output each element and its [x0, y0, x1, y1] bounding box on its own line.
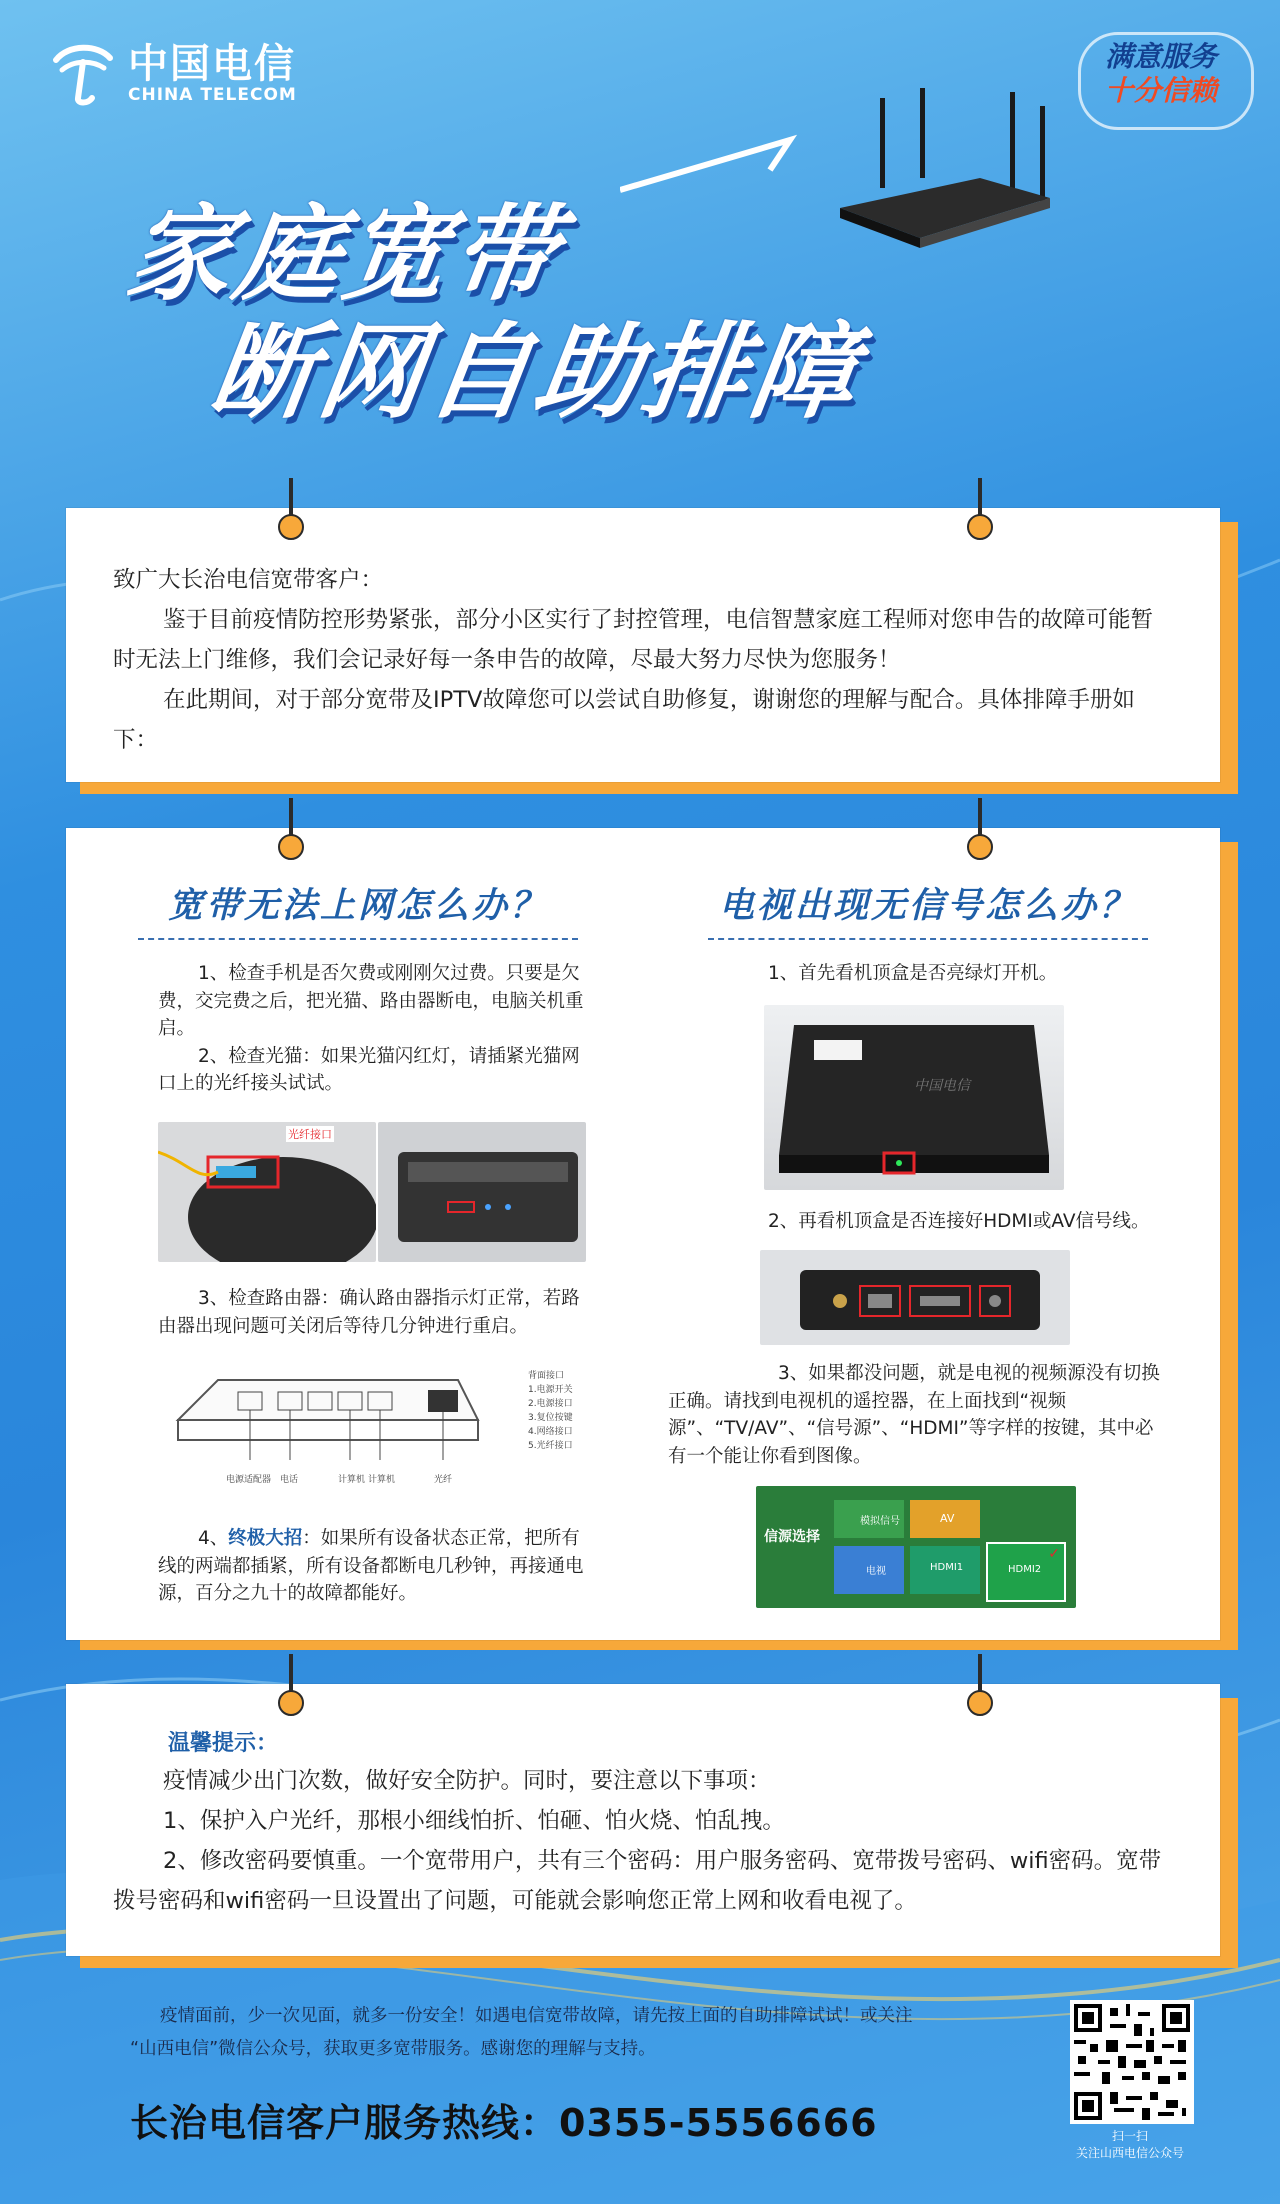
qr-caption [1050, 2128, 1210, 2162]
broadband-heading: 宽带无法上网怎么办？ [167, 886, 548, 926]
source-option[interactable] [834, 1546, 904, 1594]
brand-name-cn: 中国电信 [128, 41, 296, 87]
modem-photo [158, 1122, 376, 1262]
broadband-section [108, 878, 608, 940]
broadband-step4 [158, 1525, 598, 1608]
qr-caption-line2: 关注山西电信公众号 [1075, 2146, 1184, 2160]
diagram-label: 电源适配器 [226, 1475, 272, 1485]
legend-item: 3.复位按键 [528, 1413, 573, 1423]
broadband-steps-3 [158, 1525, 598, 1608]
step4-highlight: 终极大招 [228, 1528, 303, 1549]
pin-dot [967, 834, 993, 860]
source-option[interactable] [834, 1500, 904, 1538]
legend-title: 背面接口 [528, 1371, 565, 1381]
footer-note-line1: 疫情面前，少一次见面，就多一份安全！如遇电信宽带故障，请先按上面的自助排障试试！或关注 [160, 2006, 913, 2026]
tv-step2-wrap [728, 1208, 1178, 1236]
source-option-label: HDMI1 [930, 1562, 964, 1573]
legend-item: 2.电源接口 [528, 1399, 573, 1409]
fiber-port-label: 光纤接口 [288, 1128, 332, 1141]
source-option-selected[interactable] [986, 1542, 1066, 1602]
qr-caption-line1: 扫一扫 [1111, 2129, 1148, 2143]
broadband-steps-2 [158, 1285, 598, 1340]
intro-para1: 鉴于目前疫情防控形势紧张，部分小区实行了封控管理，电信智慧家庭工程师对您申告的故障可能暂时无法上门维修，我们会记录好每一条申告的故障，尽最大努力尽快为您服务！ [113, 607, 1154, 673]
source-menu-title: 信源选择 [764, 1529, 820, 1545]
tv-step1: 1、首先看机顶盒是否亮绿灯开机。 [768, 963, 1058, 984]
pin-dot [278, 514, 304, 540]
china-telecom-logo [48, 38, 297, 108]
source-option-label: 电视 [866, 1566, 886, 1577]
intro-card [66, 508, 1220, 782]
pin-stem [978, 478, 982, 518]
intro-greeting: 致广大长治电信宽带客户： [113, 567, 384, 593]
broadband-step2: 2、检查光猫：如果光猫闪红灯，请插紧光猫网口上的光纤接头试试。 [158, 1045, 580, 1094]
dashed-divider [138, 938, 578, 940]
legend-item: 4.网络接口 [528, 1427, 573, 1437]
modem-front-photo [378, 1122, 586, 1262]
source-option-label: HDMI2 [1008, 1564, 1042, 1575]
title-line1: 家庭宽带 [119, 193, 569, 315]
source-option[interactable] [910, 1500, 980, 1538]
qr-code [1070, 2000, 1194, 2124]
brand-name-en: CHINA TELECOM [128, 85, 297, 105]
diagram-label: 光纤 [434, 1475, 453, 1485]
tv-heading: 电视出现无信号怎么办？ [718, 886, 1137, 926]
settop-box-photo [764, 1005, 1064, 1190]
pin-dot [967, 1690, 993, 1716]
pin-stem [289, 798, 293, 838]
legend-item: 5.光纤接口 [528, 1441, 573, 1451]
pin-stem [289, 1654, 293, 1694]
tv-source-menu [756, 1486, 1076, 1608]
tips-heading: 温馨提示： [168, 1731, 279, 1756]
pin-stem [978, 1654, 982, 1694]
tv-step2: 2、再看机顶盒是否连接好HDMI或AV信号线。 [768, 1211, 1150, 1232]
guide-card [66, 828, 1220, 1640]
pin-stem [978, 798, 982, 838]
footer-note [130, 2000, 1030, 2066]
source-option-label: AV [940, 1512, 955, 1525]
title-swoosh [620, 130, 820, 200]
check-icon: ✓ [1048, 1546, 1060, 1562]
hotline: 长治电信客户服务热线：0355-5556666 [130, 2101, 878, 2145]
tips-line3: 2、修改密码要慎重。一个宽带用户，共有三个密码：用户服务密码、宽带拨号密码、wifi密码。宽带拨号密码和wifi密码一旦设置出了问题，可能就会影响您正常上网和收看电视了。 [113, 1848, 1162, 1914]
legend-item: 1.电源开关 [528, 1385, 573, 1395]
tips-line1: 疫情减少出门次数，做好安全防护。同时，要注意以下事项： [163, 1768, 771, 1794]
tips-card [66, 1684, 1220, 1956]
source-option[interactable] [910, 1546, 980, 1594]
source-option-label: 模拟信号 [860, 1516, 900, 1527]
broadband-step3: 3、检查路由器：确认路由器指示灯正常，若路由器出现问题可关闭后等待几分钟进行重启。 [158, 1288, 580, 1337]
tv-step3: 3、如果都没问题，就是电视的视频源没有切换正确。请找到电视机的遥控器，在上面找到“视频源”、“TV/AV”、“信号源”、“HDMI”等字样的按键，其中必有一个能让你看到图像。 [668, 1363, 1160, 1467]
settop-back-photo [760, 1250, 1070, 1345]
tv-section [678, 878, 1178, 940]
footer-note-line2: “山西电信”微信公众号，获取更多宽带服务。感谢您的理解与支持。 [130, 2039, 656, 2059]
diagram-label: 电话 [280, 1475, 299, 1485]
slogan [1086, 40, 1236, 108]
page-title [103, 195, 884, 431]
pin-dot [967, 514, 993, 540]
pin-stem [289, 478, 293, 518]
slogan-line2: 十分信赖 [1104, 74, 1217, 107]
telecom-logo-icon [48, 38, 118, 108]
router-diagram [168, 1360, 608, 1490]
tv-step3-wrap [668, 1360, 1168, 1470]
tv-step1-wrap [728, 960, 1168, 988]
slogan-line1: 满意服务 [1104, 40, 1217, 73]
title-line2: 断网自助排障 [203, 311, 869, 433]
step4-rest: ：如果所有设备状态正常，把所有线的两端都插紧，所有设备都断电几秒钟，再接通电源，百分之九十的故障都能好。 [158, 1528, 584, 1604]
step4-prefix: 4、 [198, 1528, 229, 1549]
broadband-step1: 1、检查手机是否欠费或刚刚欠过费。只要是欠费，交完费之后，把光猫、路由器断电，电脑关机重启。 [158, 963, 584, 1039]
diagram-label: 计算机 [368, 1475, 396, 1485]
pin-dot [278, 1690, 304, 1716]
broadband-steps-1 [158, 960, 598, 1098]
slogan-bubble [1078, 32, 1254, 130]
diagram-label: 计算机 [338, 1475, 366, 1485]
settop-brand: 中国电信 [914, 1078, 970, 1094]
intro-para2: 在此期间，对于部分宽带及IPTV故障您可以尝试自助修复，谢谢您的理解与配合。具体排障手册如下： [113, 687, 1135, 753]
dashed-divider [708, 938, 1148, 940]
pin-dot [278, 834, 304, 860]
tips-line2: 1、保护入户光纤，那根小细线怕折、怕砸、怕火烧、怕乱拽。 [163, 1808, 785, 1834]
